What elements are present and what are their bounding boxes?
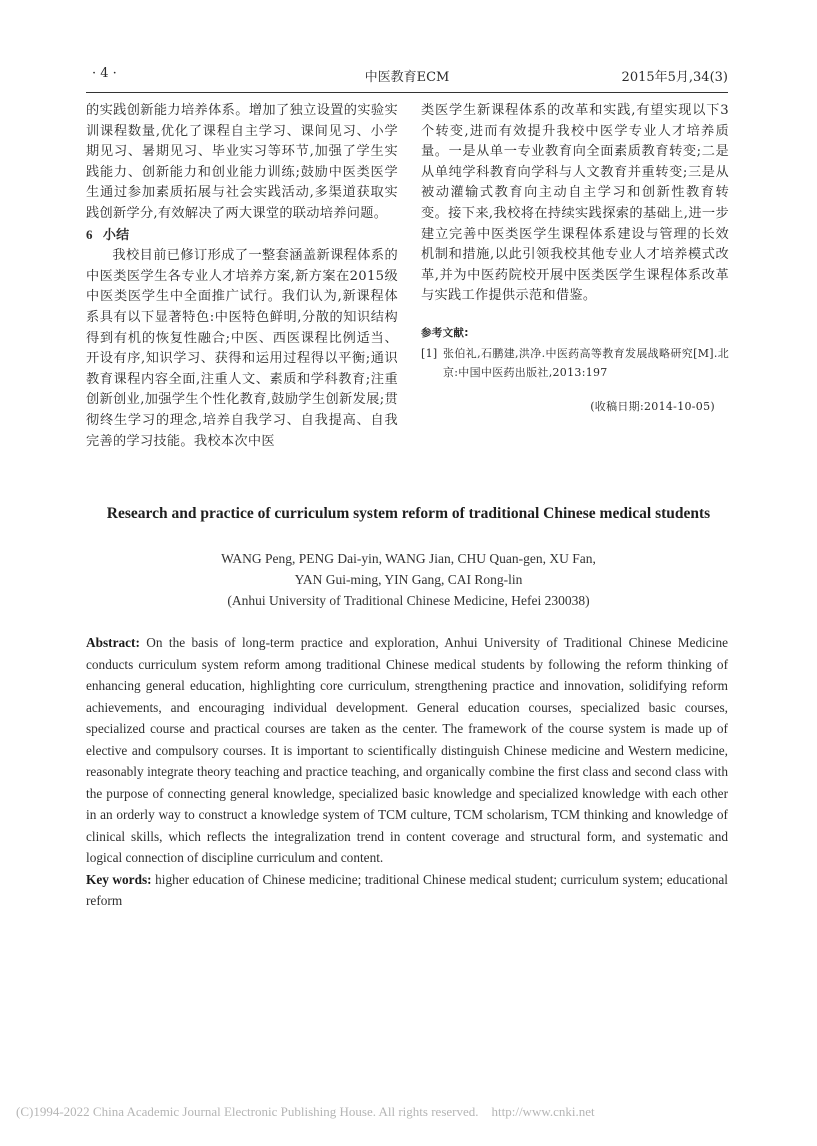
page-number: · 4 · [92, 66, 117, 81]
keywords-text: higher education of Chinese medicine; traditional Chinese medical student; curriculum system; educational reform [86, 871, 729, 908]
keywords-paragraph [86, 869, 728, 912]
copyright-footer: (C)1994-2022 China Academic Journal Electronic Publishing House. All rights reserved. http://www.cnki.net [16, 1104, 595, 1119]
right-column [421, 101, 729, 417]
paragraph: 类医学生新课程体系的改革和实践,有望实现以下3个转变,进而有效提升我校中医学专业人才培养质量。一是从单一专业教育向全面素质教育转变;二是从单纯学科教育向学科与人文教育并重转变;三是从被动灌输式教育向主动自主学习和创新性教育转变。接下来,我校将在持续实践探索的基础上,进一步建立完善中医类医学生课程体系建设与管理的长效机制和措施,以此引领我校其他专业人才培养模式改革,并为中医药院校开展中医类医学生课程体系改革与实践工作提供示范和借鉴。 [421, 103, 729, 304]
received-date: (收稿日期:2014-10-05) [590, 399, 715, 413]
section-number: 6 [86, 226, 93, 242]
authors-line: WANG Peng, PENG Dai-yin, WANG Jian, CHU Quan-gen, XU Fan, [221, 551, 596, 566]
keywords-label: Key words: [86, 871, 152, 887]
issue-info: 2015年5月,34(3) [621, 70, 728, 85]
paragraph: 的实践创新能力培养体系。增加了独立设置的实验实训课程数量,优化了课程自主学习、课间见习、小学期见习、暑期见习、毕业实习等环节,加强了学生实践能力、创新能力和创业能力训练;鼓励中医类医学生通过参加素质拓展与社会实践活动,多渠道获取实践创新学分,有效解决了两大课堂的联动培养问题。 [86, 103, 398, 221]
abstract-paragraph [86, 632, 728, 869]
header-rule [86, 92, 728, 93]
abstract-text: On the basis of long-term practice and exploration, Anhui University of Traditional Chinese Medicine conducts curriculum system reform among traditional Chinese medical students by following the reform thinking of enhancing general education, highlighting core curriculum, strengthening practice and innovation, solidifying reform achievements, and encouraging individual development. General education courses, specialized basic courses, specialized course and practical courses are taken as the center. The framework of the course system is made up of elective and compulsory courses. It is important to scientifically distinguish Chinese medicine and Western medicine, reasonably integrate theory teaching and practice teaching, and organically combine the first class and second class with the purpose of connecting general knowledge, specialized basic knowledge and specialized knowledge with each other in an orderly way to construct a knowledge system of TCM culture, TCM scholarism, TCM thinking and knowledge of clinical skills, which reflects the integralization trend in content coverage and structural form, and systematic and logical connection of discipline curriculum and content. [86, 635, 728, 865]
english-abstract [86, 632, 728, 912]
section-title: 小结 [102, 227, 130, 243]
affiliation: (Anhui University of Traditional Chinese Medicine, Hefei 230038) [227, 593, 590, 608]
abstract-label: Abstract: [86, 635, 140, 650]
paragraph: 我校目前已修订形成了一整套涵盖新课程体系的中医类医学生各专业人才培养方案,新方案在2015级中医类医学生中全面推广试行。我们认为,新课程体系具有以下显著特色:中医特色鲜明,分散的知识结构得到有机的恢复性融合;中医、西医课程比例适当、开设有序,知识学习、获得和运用过程得以平衡;通识教育课程内容全面,注重人文、素质和学科教育;注重创新创业,加强学生个性化教育,鼓励学生创新发展;贯彻终生学习的理念,培养自我学习、自我提高、自我完善的学习技能。我校本次中医 [86, 248, 398, 449]
reference-item [421, 344, 729, 382]
section-heading [86, 225, 398, 247]
english-title: Research and practice of curriculum system reform of traditional Chinese medical students [106, 505, 711, 522]
english-authors [0, 548, 817, 611]
journal-name: 中医教育ECM [364, 70, 450, 85]
running-header [86, 64, 728, 86]
left-column [86, 101, 398, 452]
authors-line: YAN Gui-ming, YIN Gang, CAI Rong-lin [294, 572, 523, 587]
references-title: 参考文献: [421, 326, 469, 339]
reference-index: [1] [421, 346, 438, 360]
reference-text: 张伯礼,石鹏建,洪净.中医药高等教育发展战略研究[M].北京:中国中医药出版社,2013:197 [443, 346, 729, 379]
